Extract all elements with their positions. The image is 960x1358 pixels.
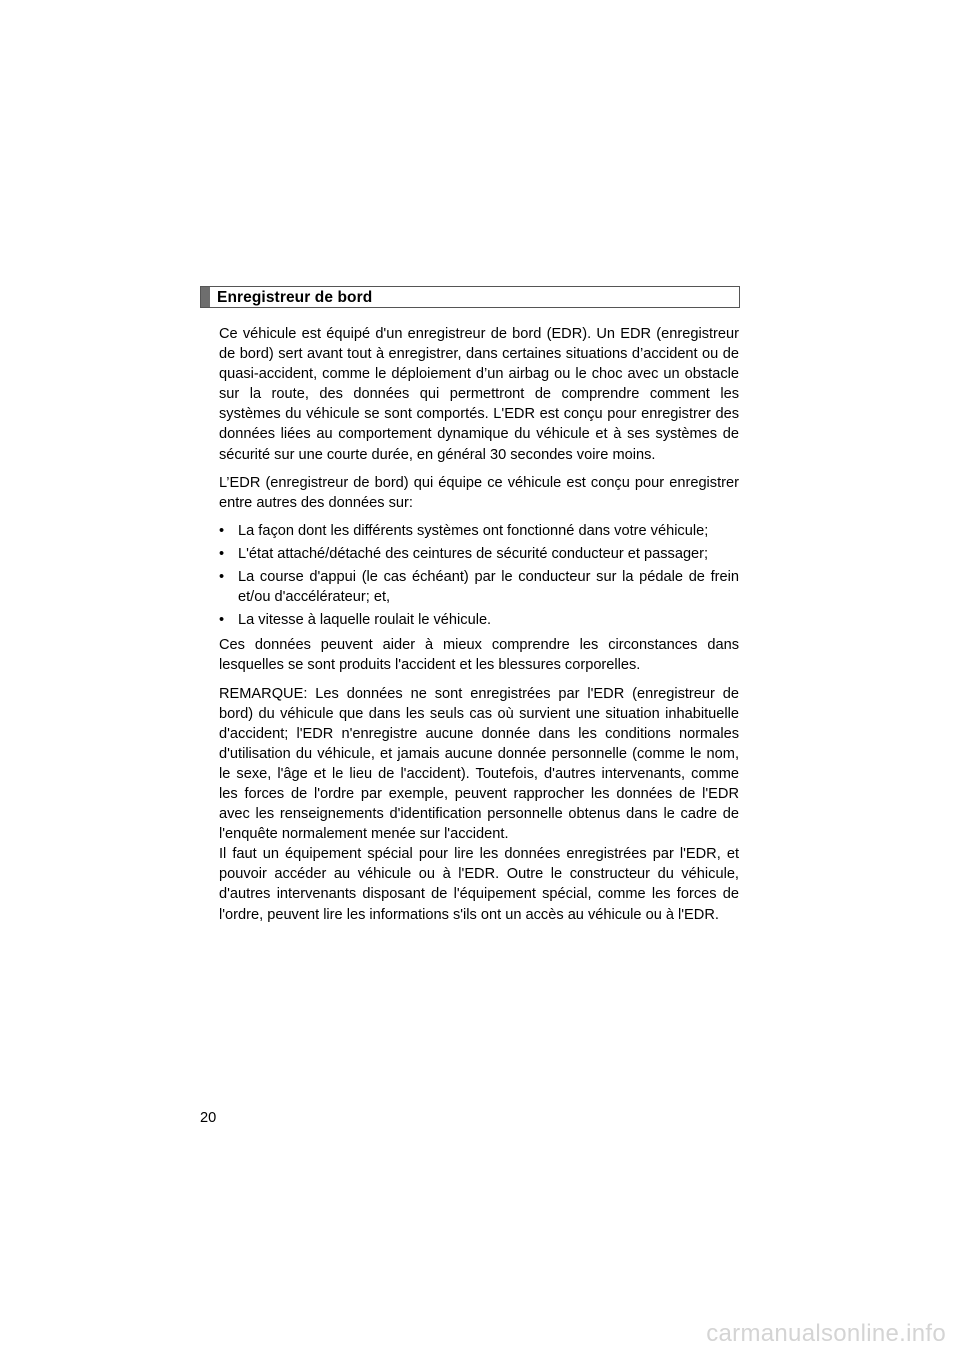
list-item-text: La vitesse à laquelle roulait le véhicule. (238, 612, 492, 629)
watermark: carmanualsonline.info (706, 1320, 946, 1347)
access-paragraph: Il faut un équipement spécial pour lire les données enregistrées par l'EDR, et pouvoir accéder au véhicule ou à l'EDR. Outre le constructeur du véhicule, d'autres intervenants disposant de l'équipement spécial, comme les forces de l'ordre, peuvent lire les informations s'ils ont un accès au véhicule ou à l'EDR. (219, 846, 739, 923)
section-header-bar (201, 287, 210, 307)
bullet-marker: • (219, 545, 225, 562)
recorded-data-list (219, 521, 739, 630)
list-item-text: La façon dont les différents systèmes ont fonctionné dans votre véhicule; (238, 522, 709, 539)
list-item (219, 521, 739, 541)
bullet-marker: • (219, 612, 225, 629)
list-item (219, 544, 739, 564)
intro-paragraph: Ce véhicule est équipé d'un enregistreur de bord (EDR). Un EDR (enregistreur de bord) sert avant tout à enregistrer, dans certaines situations d’accident ou de quasi-accident, comme le déploiement d’un airbag ou le choc avec un obstacle sur la route, des données qui permettront de comprendre comment les systèmes du véhicule se sont comportés. L'EDR est conçu pour enregistrer des données liées au comportement dynamique du véhicule et à ses systèmes de sécurité sur une courte durée, en général 30 secondes voire moins. (219, 326, 739, 463)
bullet-marker: • (219, 522, 225, 539)
list-item (219, 610, 739, 630)
list-item-text: La course d'appui (le cas échéant) par le conducteur sur la pédale de frein et/ou d'accélérateur; et, (238, 569, 739, 606)
list-intro-paragraph: L’EDR (enregistreur de bord) qui équipe ce véhicule est conçu pour enregistrer entre autres des données sur: (219, 474, 739, 511)
section-header (200, 286, 740, 308)
bullet-marker: • (219, 569, 225, 586)
summary-paragraph: Ces données peuvent aider à mieux comprendre les circonstances dans lesquelles se sont produits l'accident et les blessures corporelles. (219, 637, 739, 674)
list-item-text: L'état attaché/détaché des ceintures de sécurité conducteur et passager; (238, 545, 709, 562)
page-content (219, 324, 739, 933)
list-item (219, 567, 739, 607)
page-number: 20 (200, 1110, 217, 1126)
remark-paragraph: REMARQUE: Les données ne sont enregistrées par l'EDR (enregistreur de bord) du véhicule que dans les seuls cas où survient une situation inhabituelle d'accident; l'EDR n'enregistre aucune donnée dans les conditions normales d'utilisation du véhicule, et jamais aucune donnée personnelle (comme le nom, le sexe, l'âge et le lieu de l'accident). Toutefois, d'autres intervenants, comme les forces de l'ordre par exemple, peuvent rapprocher les données de l'EDR avec les renseignements d'identification personnelle obtenus dans le cadre de l'enquête normalement menée sur l'accident. (219, 685, 739, 843)
section-title: Enregistreur de bord (217, 289, 373, 306)
